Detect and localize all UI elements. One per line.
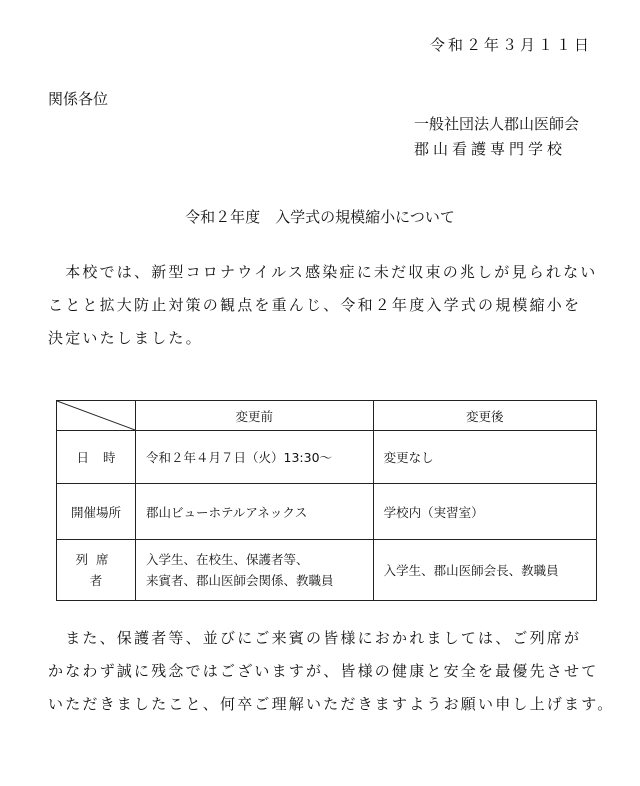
column-header-after: 変更後 xyxy=(373,401,596,431)
changes-table xyxy=(56,400,597,601)
sender-organization: 一般社団法人郡山医師会 xyxy=(414,115,580,133)
table-header-row xyxy=(57,401,597,431)
closing-line: いただきましたこと、何卒ご理解いただきますようお願い申し上げます。 xyxy=(48,695,615,713)
intro-line: 本校では、新型コロナウイルス感染症に未だ収束の兆しが見られない xyxy=(48,263,598,281)
closing-paragraph xyxy=(48,622,615,721)
table-corner-cell xyxy=(57,401,136,431)
table-row xyxy=(57,484,597,540)
row-label-venue: 開催場所 xyxy=(57,484,136,540)
cell-after-attendees: 入学生、郡山医師会長、教職員 xyxy=(373,540,596,601)
closing-line: また、保護者等、並びにご来賓の皆様におかれましては、ご列席が xyxy=(48,629,582,647)
row-label-attendees: 列席者 xyxy=(57,540,136,601)
intro-line: 決定いたしました。 xyxy=(48,329,203,347)
addressee: 関係各位 xyxy=(48,90,109,108)
cell-after-venue: 学校内（実習室） xyxy=(373,484,596,540)
row-label-datetime: 日時 xyxy=(57,431,136,484)
intro-line: ことと拡大防止対策の観点を重んじ、令和２年度入学式の規模縮小を xyxy=(48,296,582,314)
document-title: 令和２年度 入学式の規模縮小について xyxy=(185,208,455,226)
sender-school: 郡山看護専門学校 xyxy=(414,140,567,158)
intro-paragraph xyxy=(48,256,608,355)
cell-before-datetime: 令和２年４月７日（火）13:30～ xyxy=(136,431,374,484)
table-row xyxy=(57,431,597,484)
table-row xyxy=(57,540,597,601)
column-header-before: 変更前 xyxy=(136,401,374,431)
closing-line: かなわず誠に残念ではございますが、皆様の健康と安全を最優先させて xyxy=(48,662,599,680)
cell-before-venue: 郡山ビューホテルアネックス xyxy=(136,484,374,540)
cell-before-attendees: 入学生、在校生、保護者等、 来賓者、郡山医師会関係、教職員 xyxy=(136,540,374,601)
diagonal-line xyxy=(57,401,135,430)
cell-after-datetime: 変更なし xyxy=(373,431,596,484)
document-date: 令和２年３月１１日 xyxy=(429,36,592,54)
